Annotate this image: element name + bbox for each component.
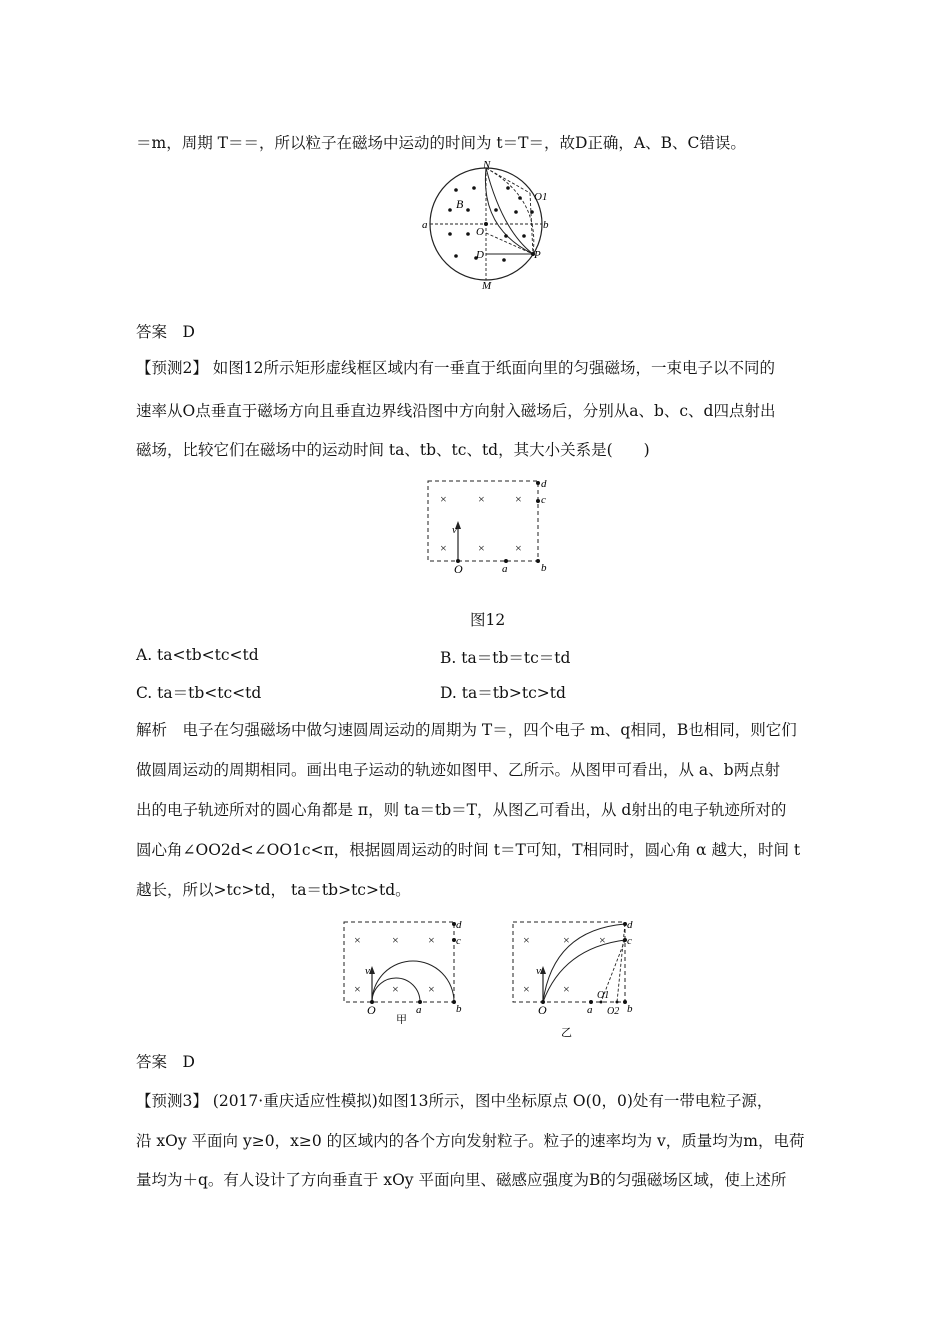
svg-text:v: v bbox=[536, 965, 541, 977]
answer-1: 答案 D bbox=[136, 323, 195, 341]
option-a: A. ta<tb<tc<td bbox=[136, 646, 259, 664]
figure-12-rect bbox=[420, 475, 555, 575]
svg-text:O2: O2 bbox=[607, 1006, 620, 1017]
svg-text:×: × bbox=[515, 492, 522, 506]
svg-text:O1: O1 bbox=[597, 990, 610, 1001]
problem-3-line-2: 沿 xOy 平面向 y≥0，x≥0 的区域内的各个方向发射粒子。粒子的速率均为 v，质量均为m，电荷 bbox=[136, 1132, 805, 1150]
option-b: B. ta＝tb＝tc＝td bbox=[440, 649, 571, 667]
svg-text:d: d bbox=[541, 478, 547, 490]
svg-text:v: v bbox=[452, 524, 457, 536]
figure-yi bbox=[505, 912, 645, 1040]
svg-text:b: b bbox=[456, 1003, 462, 1015]
svg-text:×: × bbox=[478, 492, 485, 506]
svg-text:c: c bbox=[627, 935, 632, 947]
figure-12-caption: 图12 bbox=[470, 611, 506, 629]
solution-line-3: 出的电子轨迹所对的圆心角都是 π，则 ta＝tb＝T，从图乙可看出，从 d射出的电子轨迹所对的 bbox=[136, 801, 787, 819]
problem-2-line-1: 【预测2】 如图12所示矩形虚线框区域内有一垂直于纸面向里的匀强磁场，一束电子以不同的 bbox=[136, 359, 776, 377]
svg-text:d: d bbox=[456, 919, 462, 931]
solution-line-5: 越长，所以>tc>td， ta＝tb>tc>td。 bbox=[136, 881, 411, 899]
problem-2-line-3: 磁场，比较它们在磁场中的运动时间 ta、tb、tc、td，其大小关系是( ) bbox=[136, 441, 650, 459]
magnetic-circle-figure bbox=[420, 158, 555, 290]
svg-text:v: v bbox=[365, 965, 370, 977]
svg-text:×: × bbox=[428, 982, 435, 996]
svg-text:O: O bbox=[476, 226, 484, 238]
svg-text:×: × bbox=[523, 933, 530, 947]
svg-text:×: × bbox=[523, 982, 530, 996]
option-c: C. ta＝tb<tc<td bbox=[136, 684, 262, 702]
svg-text:a: a bbox=[422, 219, 428, 231]
svg-text:D: D bbox=[476, 249, 484, 261]
svg-text:×: × bbox=[478, 541, 485, 555]
svg-text:×: × bbox=[440, 492, 447, 506]
svg-text:×: × bbox=[515, 541, 522, 555]
svg-text:×: × bbox=[563, 982, 570, 996]
svg-text:×: × bbox=[599, 933, 606, 947]
svg-text:乙: 乙 bbox=[561, 1027, 572, 1039]
svg-text:a: a bbox=[416, 1004, 422, 1016]
svg-text:O: O bbox=[454, 562, 463, 575]
svg-text:×: × bbox=[392, 933, 399, 947]
svg-text:b: b bbox=[541, 562, 547, 574]
svg-text:a: a bbox=[502, 563, 508, 575]
svg-text:B: B bbox=[456, 197, 464, 211]
solution-line-4: 圆心角∠OO2d<∠OO1c<π，根据圆周运动的时间 t＝T可知，T相同时，圆心角 α 越大，时间 t bbox=[136, 841, 801, 859]
svg-text:b: b bbox=[543, 219, 549, 231]
answer-2: 答案 D bbox=[136, 1053, 195, 1071]
solution-line-2: 做圆周运动的周期相同。画出电子运动的轨迹如图甲、乙所示。从图甲可看出，从 a、b两点射 bbox=[136, 761, 781, 779]
svg-text:M: M bbox=[482, 280, 492, 290]
svg-text:b: b bbox=[627, 1003, 633, 1015]
problem-3-line-1: 【预测3】 (2017·重庆适应性模拟)如图13所示，图中坐标原点 O(0，0)处有一带电粒子源， bbox=[136, 1092, 773, 1110]
svg-text:d: d bbox=[627, 919, 633, 931]
svg-text:c: c bbox=[456, 935, 461, 947]
option-d: D. ta＝tb>tc>td bbox=[440, 684, 566, 702]
svg-text:P: P bbox=[534, 249, 541, 261]
solution-line-1: 解析 电子在匀强磁场中做匀速圆周运动的周期为 T＝，四个电子 m、q相同，B也相同，则它们 bbox=[136, 721, 797, 739]
problem-3-line-3: 量均为＋q。有人设计了方向垂直于 xOy 平面向里、磁感应强度为B的匀强磁场区域，使上述所 bbox=[136, 1171, 787, 1189]
svg-text:c: c bbox=[541, 494, 546, 506]
svg-text:N: N bbox=[483, 159, 491, 171]
svg-text:a: a bbox=[587, 1004, 593, 1016]
problem-2-line-2: 速率从O点垂直于磁场方向且垂直边界线沿图中方向射入磁场后，分别从a、b、c、d四点射出 bbox=[136, 402, 776, 420]
svg-text:×: × bbox=[428, 933, 435, 947]
svg-text:O: O bbox=[538, 1003, 547, 1017]
text-line-1: ＝m，周期 T＝＝，所以粒子在磁场中运动的时间为 t＝T＝，故D正确，A、B、C错误。 bbox=[136, 134, 746, 152]
svg-text:甲: 甲 bbox=[396, 1014, 407, 1024]
figure-jia bbox=[336, 912, 471, 1024]
svg-text:×: × bbox=[563, 933, 570, 947]
svg-text:O: O bbox=[367, 1003, 376, 1017]
svg-text:O1: O1 bbox=[534, 191, 548, 203]
svg-text:×: × bbox=[392, 982, 399, 996]
svg-text:×: × bbox=[440, 541, 447, 555]
svg-text:×: × bbox=[354, 982, 361, 996]
svg-text:×: × bbox=[354, 933, 361, 947]
